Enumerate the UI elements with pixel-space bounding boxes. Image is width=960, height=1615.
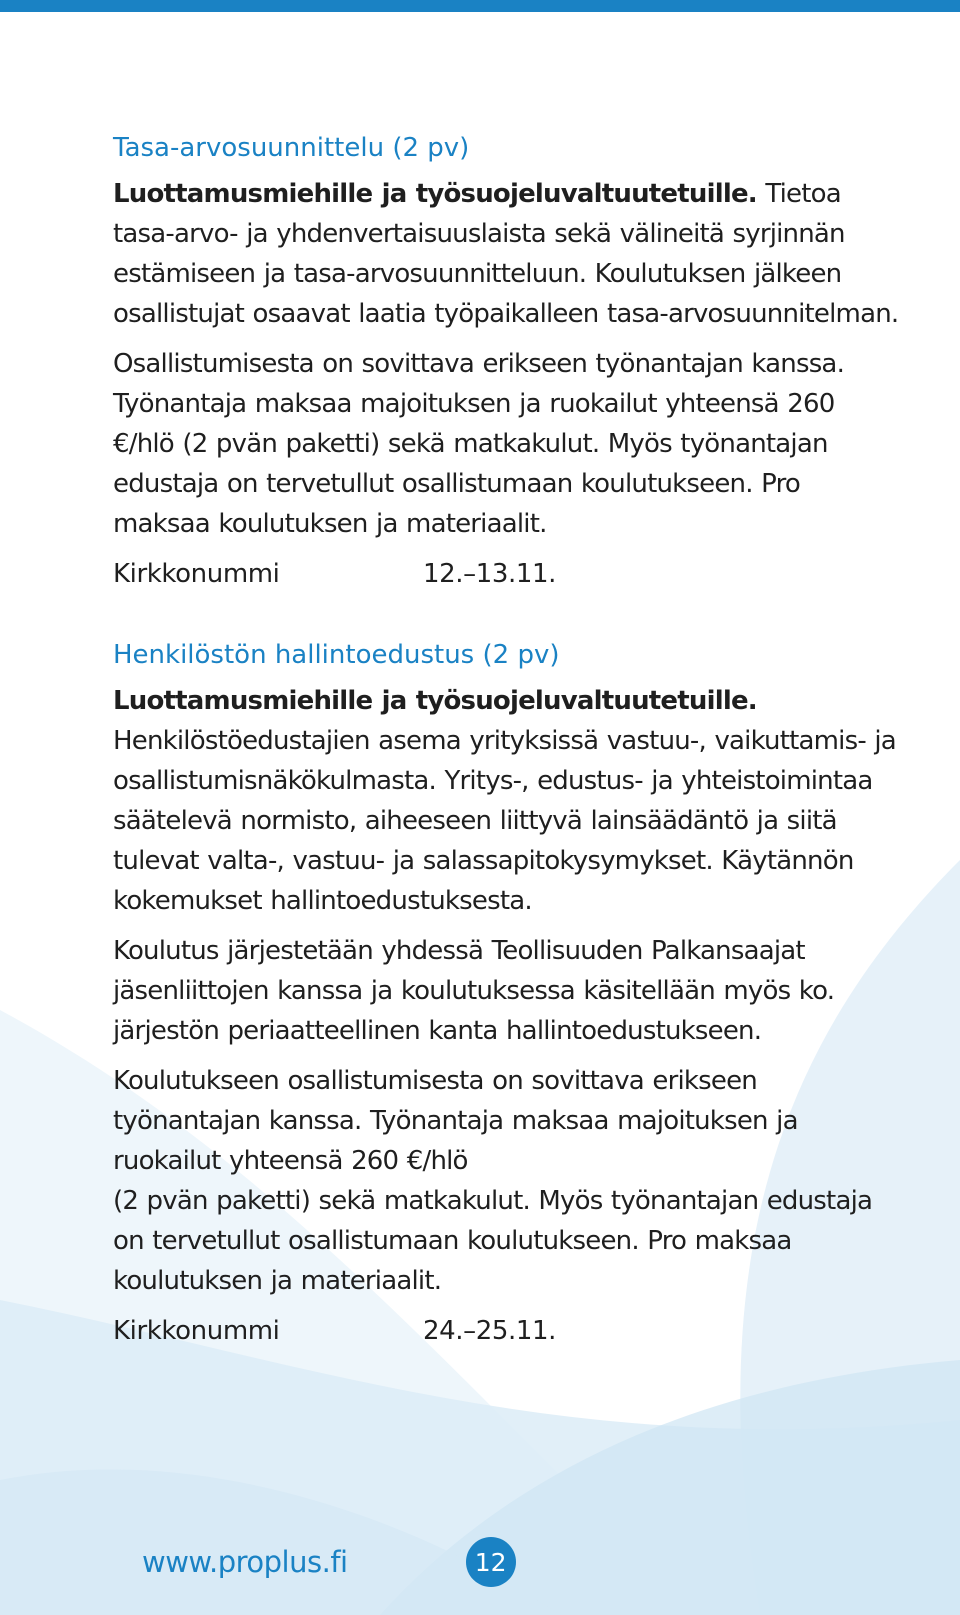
date-text: 12.–13.11. (423, 559, 557, 589)
payment-paragraph (113, 1061, 903, 1301)
website-link[interactable]: www.proplus.fi (142, 1545, 348, 1579)
location-date-row (113, 1311, 903, 1351)
section-tasa-arvosuunnittelu (113, 128, 903, 594)
location-text: Kirkkonummi (113, 1316, 280, 1346)
section-title: Henkilöstön hallintoedustus (2 pv) (113, 640, 560, 670)
section-henkiloston-hallintoedustus (113, 635, 903, 1351)
payment-paragraph: Osallistumisesta on sovittava erikseen työnantajan kanssa. Työnantaja maksaa majoituksen ja ruokailut yhteensä 260 €/hlö (2 pvän paketti) sekä matkakulut. Myös työnantajan edustaja on tervetullut osallistumaan koulutukseen. Pro maksaa koulutuksen ja materiaalit. (113, 349, 845, 539)
intro-text: Henkilöstöedustajien asema yrityksissä vastuu-, vaikuttamis- ja osallistumisnäkökulmasta. Yritys-, edustus- ja yhteistoimintaa säätelevä normisto, aiheeseen liittyvä lainsäädäntö ja siitä tulevat valta-, vastuu- ja salassapitokysymykset. Käytännön kokemukset hallintoedustuksesta. (113, 726, 896, 916)
payment-line-1: Koulutukseen osallistumisesta on sovittava erikseen työnantajan kanssa. Työnantaja maksaa majoituksen ja ruokailut yhteensä 260 €/hlö (113, 1066, 798, 1176)
payment-line-2: (2 pvän paketti) sekä matkakulut. Myös työnantajan edustaja on tervetullut osallistumaan koulutukseen. Pro maksaa koulutuksen ja materiaalit. (113, 1186, 873, 1296)
page-footer (142, 1537, 516, 1587)
location-date-row (113, 554, 903, 594)
page-number-badge: 12 (466, 1537, 516, 1587)
page-content (113, 128, 903, 1351)
section-title: Tasa-arvosuunnittelu (2 pv) (113, 133, 470, 163)
intro-text: Tietoa tasa-arvo- ja yhdenvertaisuuslaista sekä välineitä syrjinnän estämiseen ja tasa-arvosuunnitteluun. Koulutuksen jälkeen osallistujat osaavat laatia työpaikalleen tasa-arvosuunnitelman. (113, 179, 899, 329)
audience-bold-text: Luottamusmiehille ja työsuojeluvaltuutetuille. (113, 686, 757, 716)
date-text: 24.–25.11. (423, 1316, 557, 1346)
cooperation-paragraph: Koulutus järjestetään yhdessä Teollisuuden Palkansaajat jäsenliittojen kanssa ja koulutuksessa käsitellään myös ko. järjestön periaatteellinen kanta hallintoedustukseen. (113, 936, 835, 1046)
section-intro-paragraph (113, 174, 903, 334)
section-intro-paragraph (113, 681, 903, 921)
location-text: Kirkkonummi (113, 559, 280, 589)
audience-bold-text: Luottamusmiehille ja työsuojeluvaltuutetuille. (113, 179, 757, 209)
